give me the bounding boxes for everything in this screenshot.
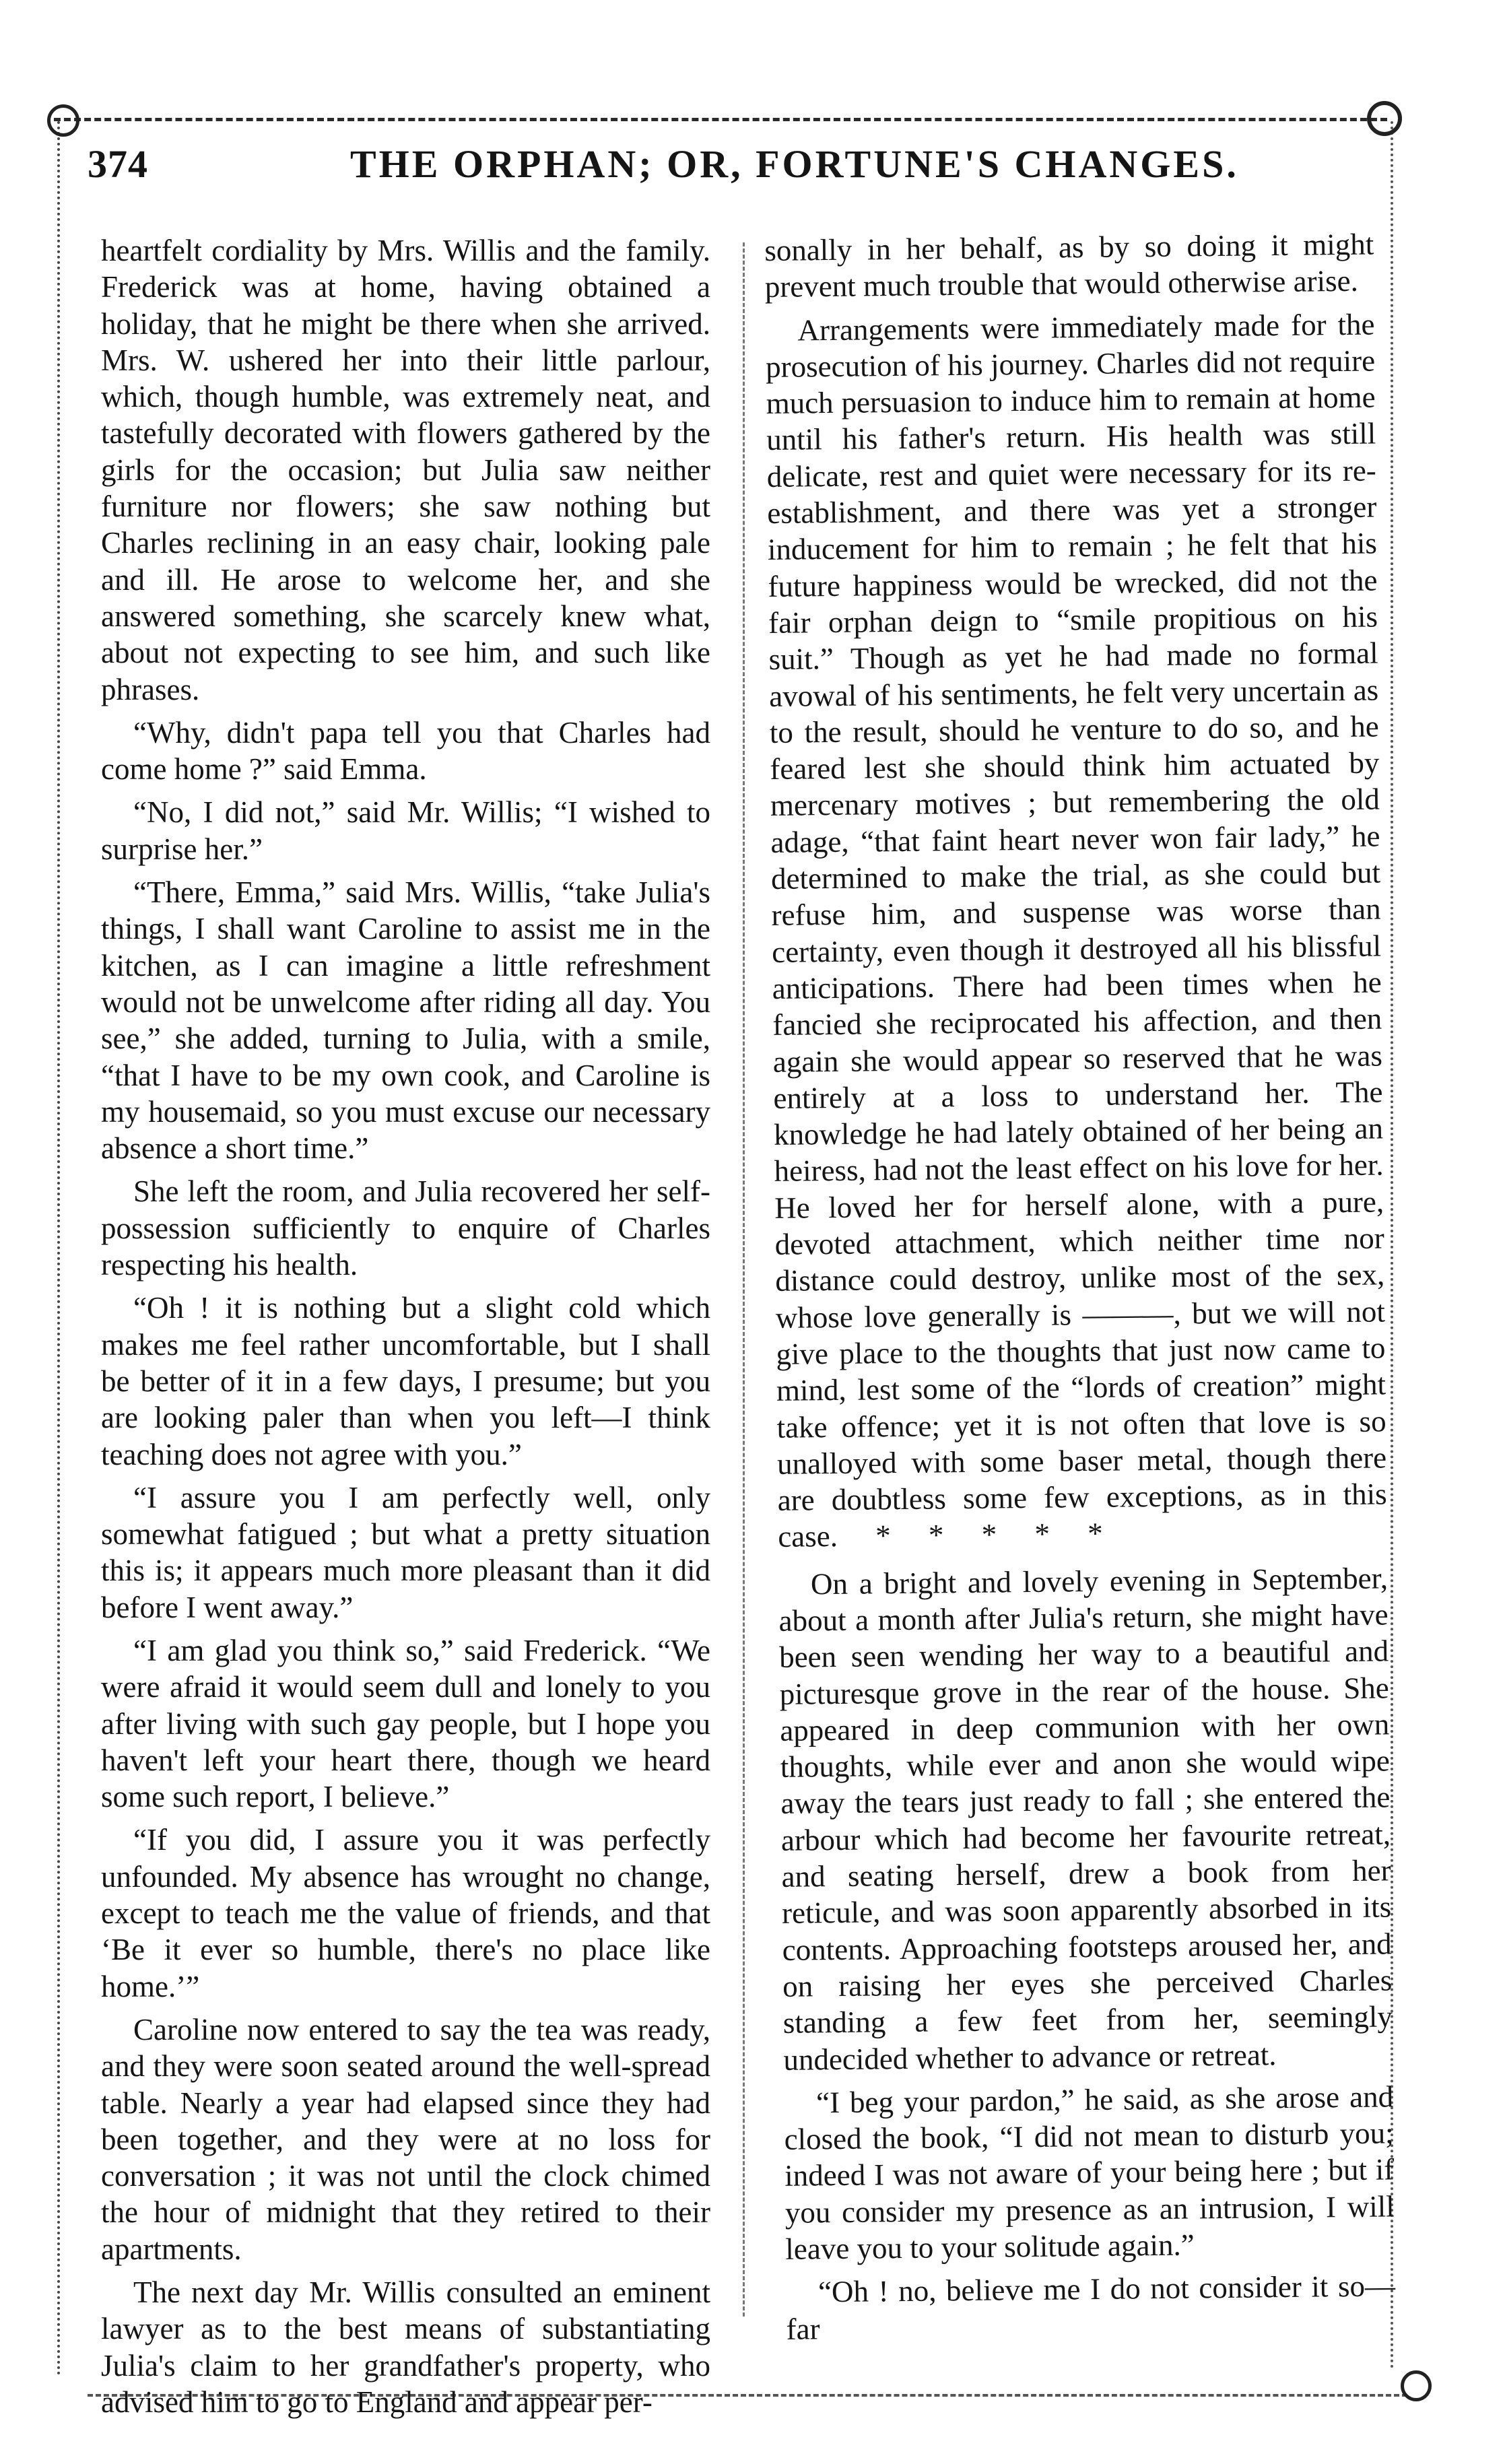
paragraph: “Why, didn't papa tell you that Charles had come home ?” said Emma. <box>101 715 710 787</box>
paragraph: “Oh ! it is nothing but a slight cold which makes me feel rather uncomfortable, but I shall be better of it in a few days, I presume; but you are looking paler than when you left—I think teaching does not agree with you.” <box>101 1291 710 1471</box>
paragraph: “There, Emma,” said Mrs. Willis, “take Julia's things, I shall want Caroline to assist me in the kitchen, as I can imagine a little refreshment would not be unwelcome after riding all day. You see,” she added, turning to Julia, with a smile, “that I have to be my own cook, and Caroline is my housemaid, so you must excuse our necessary absence a short time.” <box>101 875 710 1166</box>
right-text-column <box>764 226 1396 2348</box>
left-border-rule <box>57 121 60 2377</box>
paragraph: “Oh ! no, believe me I do not consider it so—far <box>786 2269 1396 2346</box>
paragraph: heartfelt cordiality by Mrs. Willis and the family. Frederick was at home, having obtained a holiday, that he might be there when she arrived. Mrs. W. ushered her into their little parlour, which, though humble, was extremely neat, and tastefully decorated with flowers gathered by the girls for the occasion; but Julia saw neither furniture nor flowers; she saw nothing but Charles reclining in an easy chair, looking pale and ill. He arose to welcome her, and she answered something, she scarcely knew what, about not expecting to see him, and such like phrases. <box>101 234 710 706</box>
corner-ornament-top-left <box>47 104 79 137</box>
page-number: 374 <box>88 142 148 186</box>
running-head-title: THE ORPHAN; OR, FORTUNE'S CHANGES. <box>350 142 1239 186</box>
paragraph: She left the room, and Julia recovered her self-possession sufficiently to enquire of Charles respecting his health. <box>101 1174 710 1282</box>
paragraph: “I beg your pardon,” he said, as she arose and closed the book, “I did not mean to disturb you; indeed I was not aware of your being here ; but if you consider my presence as an intrusion, I will leave you to your solitude again.” <box>784 2079 1395 2266</box>
paragraph: “I am glad you think so,” said Frederick. “We were afraid it would seem dull and lonely to you after living with such gay people, but I hope you haven't left your heart there, though we heard some such report, I believe.” <box>101 1633 710 1814</box>
paragraph: Caroline now entered to say the tea was ready, and they were soon seated around the well-spread table. Nearly a year had elapsed since they had been together, and they were at no loss for conversation ; it was not until the clock chimed the hour of midnight that they retired to their apartments. <box>101 2012 710 2266</box>
top-border-rule <box>54 118 1387 121</box>
paragraph: sonally in her behalf, as by so doing it might prevent much trouble that would otherwise arise. <box>764 227 1374 304</box>
column-divider-rule <box>743 242 745 2317</box>
paragraph: Arrangements were immediately made for the prosecution of his journey. Charles did not require much persuasion to induce him to remain at home until his father's return. His health was still delicate, rest and quiet were necessary for its re-establishment, and there was yet a stronger inducement for him to remain ; he felt that his future happiness would be wrecked, did not the fair orphan deign to “smile propitious on his suit.” Though as yet he had made no formal avowal of his sentiments, he felt very uncertain as to the result, should he venture to do so, and he feared lest she should think him actuated by mercenary motives ; but remembering the old adage, “that faint heart never won fair lady,” he determined to make the trial, as she could but refuse him, and suspense was worse than certainty, even though it destroyed all his blissful anticipations. There had been times when he fancied she reciprocated his affection, and then again she would appear so reserved that he was entirely at a loss to understand her. The knowledge he had lately obtained of her being an heiress, had not the least effect on his love for her. He loved her for herself alone, with a pure, devoted attachment, which neither time nor distance could destroy, unlike most of the sex, whose love generally is ———, but we will not give place to the thoughts that just now came to mind, lest some of the “lords of creation” might take offence; yet it is not often that love is so unalloyed with some baser metal, though there are doubtless some few exceptions, as in this case. * * * * * <box>765 307 1387 1554</box>
corner-ornament-bottom-right <box>1401 2370 1432 2401</box>
paragraph: “If you did, I assure you it was perfectly unfounded. My absence has wrought no change, except to teach me the value of friends, and that ‘Be it ever so humble, there's no place like home.’” <box>101 1823 710 2003</box>
paragraph: “I assure you I am perfectly well, only somewhat fatigued ; but what a pretty situation this is; it appears much more pleasant than it did before I went away.” <box>101 1480 710 1624</box>
left-text-column <box>101 232 710 2420</box>
corner-ornament-top-right <box>1367 101 1402 136</box>
paragraph: The next day Mr. Willis consulted an eminent lawyer as to the best means of substantiating Julia's claim to her grandfather's property, who advised him to go to England and appear per- <box>101 2275 710 2419</box>
paragraph: “No, I did not,” said Mr. Willis; “I wished to surprise her.” <box>101 795 710 866</box>
paragraph: On a bright and lovely evening in September, about a month after Julia's return, she might have been seen wending her way to a beautiful and picturesque grove in the rear of the house. She appeared in deep communion with her own thoughts, while ever and anon she would wipe away the tears just ready to fall ; she entered the arbour which had become her favourite retreat, and seating herself, drew a book from her reticule, and was soon apparently absorbed in its contents. Approaching footsteps aroused her, and on raising her eyes she perceived Charles standing a few feet from her, seemingly undecided whether to advance or retreat. <box>778 1561 1393 2077</box>
